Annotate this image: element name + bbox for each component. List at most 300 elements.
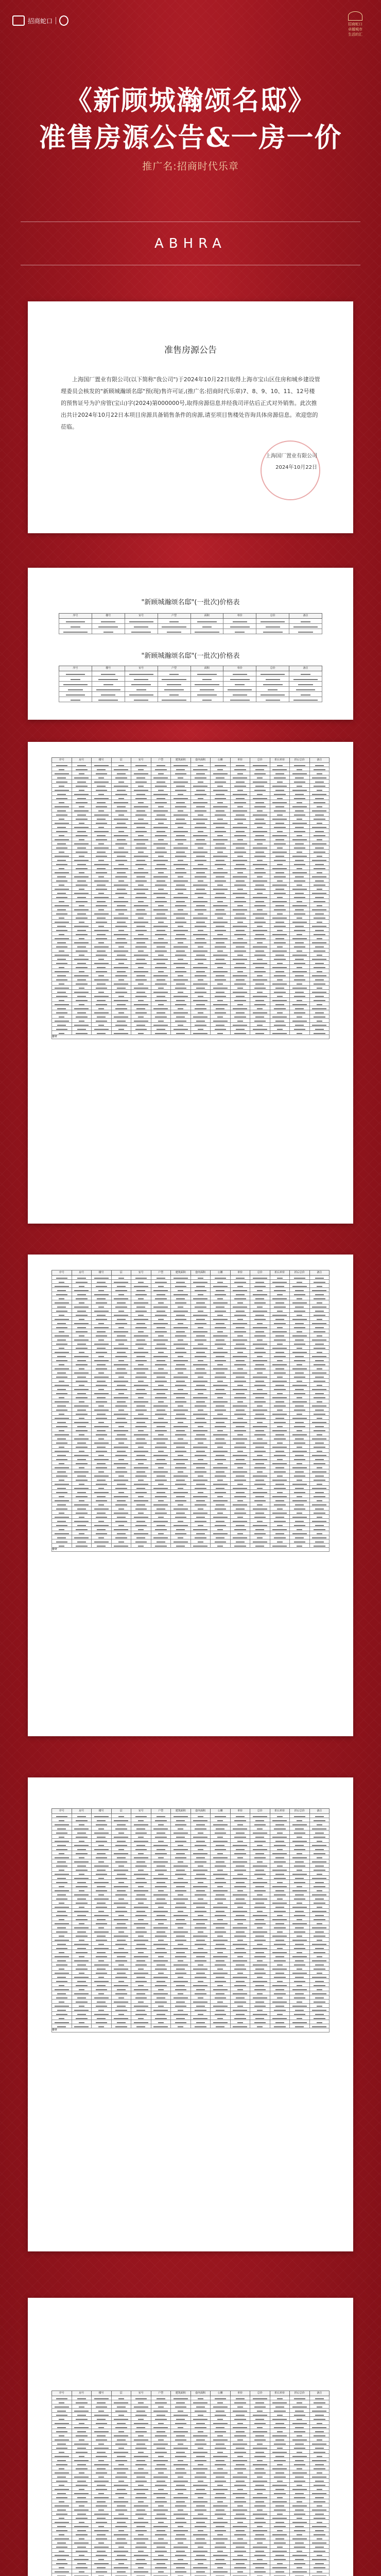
table-cell	[211, 1917, 231, 1921]
illegible-value	[98, 1372, 104, 1374]
illegible-value	[59, 1381, 64, 1382]
table-cell	[111, 961, 131, 965]
table-cell	[171, 1925, 191, 1929]
price-sheet-2-table	[59, 666, 322, 702]
illegible-value	[216, 975, 224, 976]
table-cell	[92, 1375, 112, 1379]
illegible-value	[272, 1529, 287, 1530]
table-cell	[230, 1014, 250, 1019]
table-cell	[211, 1461, 231, 1465]
illegible-value	[59, 1430, 64, 1431]
table-cell	[171, 1313, 191, 1317]
illegible-value	[234, 802, 246, 803]
illegible-value	[115, 1025, 127, 1026]
table-cell	[190, 957, 211, 961]
table-cell	[72, 1544, 92, 1548]
illegible-value	[254, 1434, 266, 1435]
illegible-value	[97, 1282, 106, 1283]
illegible-value	[196, 872, 205, 873]
illegible-value	[94, 913, 109, 914]
illegible-value	[198, 1541, 203, 1543]
illegible-value	[196, 1004, 205, 1005]
table-cell	[92, 1432, 112, 1436]
illegible-value	[97, 1315, 106, 1316]
table-cell	[250, 1309, 270, 1313]
illegible-value	[175, 773, 187, 774]
table-row	[52, 1432, 330, 1436]
table-cell	[151, 990, 171, 994]
illegible-value	[158, 955, 164, 956]
illegible-value	[253, 1426, 267, 1427]
table-row	[52, 907, 330, 911]
table-cell	[211, 1478, 231, 1482]
illegible-value	[94, 1278, 109, 1279]
illegible-value	[294, 1029, 306, 1030]
table-cell	[270, 1814, 290, 1818]
table-cell	[111, 1818, 131, 1822]
table-cell	[190, 1847, 211, 1851]
table-cell	[111, 1023, 131, 1027]
illegible-value	[315, 815, 324, 816]
table-cell	[289, 697, 322, 702]
table-cell	[59, 624, 92, 629]
table-cell	[190, 1288, 211, 1292]
table-cell	[250, 932, 270, 936]
illegible-value	[217, 984, 223, 985]
illegible-value	[118, 897, 124, 898]
illegible-value	[76, 1397, 88, 1398]
table-cell	[151, 788, 171, 792]
table-cell	[151, 1822, 171, 1826]
table-cell	[270, 1002, 290, 1006]
table-cell	[290, 829, 310, 833]
illegible-value	[176, 1513, 185, 1514]
table-cell	[230, 784, 250, 788]
table-cell	[52, 1354, 72, 1358]
table-cell	[309, 1420, 330, 1424]
table-cell	[92, 837, 112, 841]
table-cell	[230, 1880, 250, 1884]
illegible-value	[198, 831, 203, 832]
table-cell	[223, 624, 256, 629]
illegible-value	[254, 1286, 266, 1287]
t3-header-8: 公摊	[211, 1809, 231, 1814]
table-row	[52, 1449, 330, 1453]
illegible-value	[277, 864, 283, 865]
table-cell	[171, 961, 191, 965]
illegible-value	[118, 798, 124, 799]
table-cell	[111, 936, 131, 940]
table-cell	[230, 1449, 250, 1453]
table-cell	[230, 924, 250, 928]
illegible-value	[193, 1348, 207, 1349]
illegible-value	[176, 1903, 185, 1904]
illegible-value	[237, 1857, 243, 1858]
table-cell	[190, 1851, 211, 1855]
table-cell	[92, 1362, 112, 1366]
illegible-value	[138, 885, 144, 886]
table-cell	[111, 1358, 131, 1362]
table-cell	[290, 1934, 310, 1938]
illegible-value	[59, 1364, 64, 1365]
illegible-value	[266, 626, 280, 628]
illegible-value	[175, 1451, 187, 1452]
table-cell	[250, 1350, 270, 1354]
illegible-value	[176, 769, 185, 770]
table-cell	[92, 1408, 112, 1412]
table-cell	[309, 841, 330, 845]
table-cell	[52, 1399, 72, 1403]
table-cell	[92, 1539, 112, 1544]
illegible-value	[294, 1012, 306, 1013]
illegible-value	[134, 1302, 148, 1303]
illegible-value	[158, 872, 164, 873]
illegible-value	[277, 1525, 283, 1526]
table-cell	[289, 682, 322, 687]
illegible-value	[118, 1311, 124, 1312]
illegible-value	[196, 1319, 205, 1320]
illegible-value	[275, 1385, 284, 1386]
illegible-value	[79, 1319, 84, 1320]
table-cell	[309, 944, 330, 948]
illegible-value	[297, 1414, 302, 1415]
illegible-value	[255, 934, 264, 935]
illegible-value	[96, 971, 108, 972]
table-cell	[151, 998, 171, 1002]
illegible-value	[178, 794, 183, 795]
illegible-value	[277, 1541, 283, 1543]
illegible-value	[118, 1525, 124, 1526]
illegible-value	[277, 1311, 283, 1312]
illegible-value	[255, 1331, 264, 1332]
table-cell	[52, 916, 72, 920]
illegible-value	[98, 1422, 104, 1423]
illegible-value	[157, 1012, 165, 1013]
illegible-value	[74, 1025, 89, 1026]
table-cell	[250, 1921, 270, 1925]
table-cell	[52, 1436, 72, 1440]
table-cell	[151, 1888, 171, 1892]
illegible-value	[213, 1517, 228, 1518]
table-row	[52, 1486, 330, 1490]
table-cell	[72, 1523, 92, 1527]
table-cell	[72, 1424, 92, 1428]
table-cell	[72, 1814, 92, 1818]
illegible-value	[233, 942, 247, 943]
table-cell	[290, 1329, 310, 1333]
table-cell	[111, 1535, 131, 1539]
illegible-value	[275, 856, 284, 857]
table-cell	[151, 986, 171, 990]
illegible-value	[315, 1492, 324, 1493]
illegible-value	[176, 1315, 185, 1316]
illegible-value	[59, 1870, 64, 1871]
illegible-value	[314, 934, 325, 935]
table-cell	[270, 1010, 290, 1014]
table-cell	[230, 1482, 250, 1486]
illegible-value	[174, 979, 188, 980]
table-cell	[171, 1370, 191, 1375]
illegible-value	[59, 1298, 64, 1299]
table-cell	[131, 1917, 151, 1921]
illegible-value	[134, 1923, 148, 1924]
table-cell	[309, 796, 330, 800]
table-cell	[151, 1300, 171, 1304]
illegible-value	[155, 835, 167, 836]
table-cell	[230, 1469, 250, 1473]
table-cell	[211, 1387, 231, 1391]
table-cell	[111, 1366, 131, 1370]
table-cell	[158, 671, 190, 676]
illegible-value	[196, 839, 205, 840]
table-cell	[190, 692, 223, 697]
table-cell	[190, 920, 211, 924]
illegible-value	[76, 1919, 88, 1920]
table-cell	[111, 953, 131, 957]
illegible-value	[314, 1853, 325, 1854]
t2-header-2: 楼号	[92, 1270, 112, 1276]
table-cell	[211, 1494, 231, 1498]
illegible-value	[277, 765, 283, 766]
illegible-value	[314, 1381, 325, 1382]
table-row	[52, 965, 330, 969]
table-cell	[250, 895, 270, 899]
table-cell	[230, 944, 250, 948]
illegible-value	[277, 1459, 283, 1460]
table-cell	[230, 788, 250, 792]
table-cell	[250, 845, 270, 850]
sheet1-header-0: 序号	[59, 614, 92, 619]
table-cell	[190, 1822, 211, 1826]
table-cell	[309, 961, 330, 965]
table-cell	[211, 1288, 231, 1292]
illegible-value	[294, 848, 306, 849]
table-cell	[211, 1863, 231, 1868]
table-cell	[92, 850, 112, 854]
table-row	[52, 1358, 330, 1362]
illegible-value	[292, 1500, 307, 1501]
illegible-value	[157, 1294, 165, 1295]
table-cell	[52, 1317, 72, 1321]
illegible-value	[216, 827, 224, 828]
illegible-value	[217, 1414, 223, 1415]
table-cell	[171, 1362, 191, 1366]
illegible-value	[213, 1907, 228, 1908]
illegible-value	[237, 1418, 243, 1419]
illegible-value	[312, 810, 326, 811]
illegible-value	[312, 1356, 326, 1357]
table-cell	[92, 1835, 112, 1839]
illegible-value	[76, 1853, 88, 1854]
table-cell	[230, 1531, 250, 1535]
table-cell	[171, 1515, 191, 1519]
table-cell	[52, 779, 72, 784]
table-cell	[190, 833, 211, 837]
table-cell	[171, 800, 191, 804]
illegible-value	[292, 1368, 307, 1369]
illegible-value	[57, 1372, 66, 1374]
illegible-value	[193, 1870, 207, 1871]
illegible-value	[158, 938, 164, 939]
illegible-value	[153, 810, 168, 811]
illegible-value	[254, 872, 266, 873]
table-cell	[111, 977, 131, 981]
table-cell	[230, 965, 250, 969]
table-cell	[171, 1831, 191, 1835]
table-cell	[309, 1408, 330, 1412]
table-cell	[309, 1346, 330, 1350]
table-cell	[92, 1383, 112, 1387]
illegible-value	[294, 946, 306, 947]
table-cell	[190, 800, 211, 804]
t1-header-4: 室号	[131, 758, 151, 763]
illegible-value	[135, 1882, 147, 1883]
table-cell	[52, 986, 72, 990]
illegible-value	[155, 951, 167, 952]
table-cell	[171, 1531, 191, 1535]
illegible-value	[317, 922, 322, 923]
illegible-value	[94, 765, 109, 766]
illegible-value	[233, 1340, 247, 1341]
table-cell	[151, 920, 171, 924]
illegible-value	[275, 1335, 284, 1336]
illegible-value	[196, 922, 205, 923]
illegible-value	[117, 1467, 126, 1468]
table-cell	[92, 1457, 112, 1461]
table-cell	[190, 687, 223, 692]
illegible-value	[55, 1857, 69, 1858]
table-cell	[131, 948, 151, 953]
table-cell	[270, 990, 290, 994]
illegible-value	[297, 1496, 302, 1497]
illegible-value	[66, 674, 85, 675]
illegible-value	[96, 1824, 108, 1825]
illegible-value	[254, 971, 266, 972]
table-cell	[270, 1511, 290, 1515]
illegible-value	[77, 815, 86, 816]
table-cell	[171, 804, 191, 808]
table-cell	[290, 1333, 310, 1337]
illegible-value	[158, 1021, 164, 1022]
table-cell	[151, 1010, 171, 1014]
table-cell	[309, 763, 330, 767]
brand-wordmark: ABHRA	[154, 236, 227, 251]
table-cell	[309, 1031, 330, 1035]
table-row	[52, 1892, 330, 1896]
table-cell	[52, 1276, 72, 1280]
table-cell	[92, 1313, 112, 1317]
illegible-value	[297, 1331, 302, 1332]
illegible-value	[216, 1008, 224, 1009]
illegible-value	[215, 1866, 227, 1867]
table-cell	[309, 804, 330, 808]
illegible-value	[77, 1278, 86, 1279]
table-row	[52, 977, 330, 981]
table-cell	[290, 1031, 310, 1035]
illegible-value	[98, 810, 104, 811]
table-cell	[270, 981, 290, 986]
illegible-value	[234, 1463, 246, 1464]
table-cell	[72, 1449, 92, 1453]
illegible-value	[94, 946, 109, 947]
table-cell	[270, 1391, 290, 1395]
illegible-value	[118, 1541, 124, 1543]
illegible-value	[97, 1397, 106, 1398]
illegible-value	[136, 1372, 145, 1374]
table-cell	[52, 903, 72, 907]
table-row	[52, 924, 330, 928]
illegible-value	[66, 694, 85, 696]
illegible-value	[134, 1517, 148, 1518]
table-cell	[270, 825, 290, 829]
table-cell	[171, 1469, 191, 1473]
table-cell	[270, 1457, 290, 1461]
illegible-value	[175, 1418, 187, 1419]
illegible-value	[175, 1302, 187, 1303]
illegible-value	[155, 967, 167, 968]
illegible-value	[97, 1837, 106, 1838]
table-row	[59, 629, 322, 634]
illegible-value	[74, 1356, 89, 1357]
illegible-value	[257, 843, 263, 844]
table-cell	[211, 1901, 231, 1905]
table-cell	[211, 1325, 231, 1329]
table-cell	[230, 1019, 250, 1023]
table-cell	[52, 1515, 72, 1519]
table-cell	[250, 899, 270, 903]
illegible-value	[63, 632, 88, 633]
illegible-value	[234, 1513, 246, 1514]
illegible-value	[312, 1025, 326, 1026]
illegible-value	[118, 1029, 124, 1030]
table-row	[52, 1482, 330, 1486]
table-cell	[211, 862, 231, 866]
table-cell	[290, 1473, 310, 1478]
illegible-value	[138, 802, 144, 803]
table-cell	[290, 916, 310, 920]
illegible-value	[295, 843, 304, 844]
illegible-value	[74, 1323, 89, 1324]
table-cell	[211, 1511, 231, 1515]
table-cell	[290, 825, 310, 829]
illegible-value	[174, 1393, 188, 1394]
illegible-value	[195, 1307, 206, 1308]
illegible-value	[114, 835, 128, 836]
table-cell	[72, 1453, 92, 1457]
table-cell	[131, 1366, 151, 1370]
table-cell	[309, 1884, 330, 1888]
table-cell	[131, 1839, 151, 1843]
illegible-value	[115, 794, 127, 795]
illegible-value	[74, 1894, 89, 1895]
table-cell	[131, 845, 151, 850]
illegible-value	[257, 959, 263, 960]
table-row	[52, 866, 330, 870]
illegible-value	[115, 827, 127, 828]
illegible-value	[114, 1000, 128, 1001]
table-cell	[230, 932, 250, 936]
table-cell	[230, 1839, 250, 1843]
illegible-value	[134, 938, 148, 939]
t3-header-1: 房号	[72, 1809, 92, 1814]
illegible-value	[55, 1004, 69, 1005]
illegible-value	[174, 1377, 188, 1378]
table-cell	[111, 858, 131, 862]
table-cell	[290, 1440, 310, 1445]
table-cell	[250, 1317, 270, 1321]
table-cell	[171, 1859, 191, 1863]
table-row	[52, 1905, 330, 1909]
